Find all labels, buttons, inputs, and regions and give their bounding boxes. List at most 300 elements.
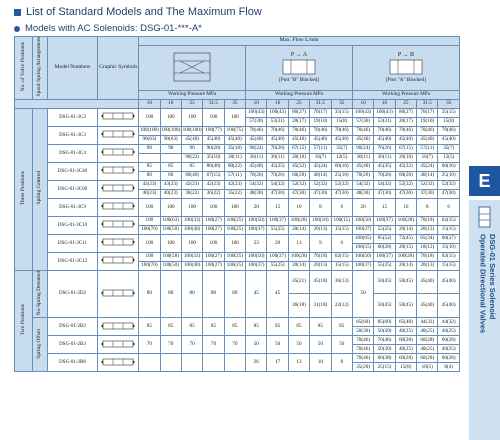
flow-cell: 47(30) <box>395 189 416 198</box>
header-spool-spring: Spool-Spring Arrangement <box>36 37 43 97</box>
flow-cell: 67(15) <box>288 144 309 153</box>
flow-cell: 70(17) <box>417 108 438 117</box>
header-max-flow: Max. Flow L/min <box>139 37 460 46</box>
flow-cell: 100 <box>139 108 160 126</box>
table-row <box>15 252 460 261</box>
flow-cell: 54(32) <box>352 180 373 189</box>
flow-cell: 85 <box>203 318 224 336</box>
flow-cell: 10 <box>288 198 309 216</box>
flow-cell: 80(27) <box>395 108 416 117</box>
flow-cell: 6 <box>331 234 352 252</box>
flow-cell: 70(46) <box>246 126 267 135</box>
flow-cell: 45(24) <box>417 162 438 171</box>
flow-cell: 90 <box>139 144 160 153</box>
flow-cell: 100 <box>203 108 224 126</box>
graphic-symbol <box>98 126 139 144</box>
flow-cell: 20(14) <box>288 225 309 234</box>
table-row <box>15 216 460 225</box>
flow-cell: 100(43) <box>352 108 373 117</box>
flow-cell: 80 <box>224 270 245 318</box>
flow-cell: 80(40) <box>181 171 202 180</box>
model-number: DSG-01-3C4 <box>47 144 98 162</box>
flow-cell: 80 <box>181 270 202 318</box>
graphic-symbol-icon <box>101 111 135 121</box>
flow-cell: 60(16) <box>331 162 352 171</box>
flow-cell: 40(23) <box>139 189 160 198</box>
model-number: DSG-01-2B3 <box>47 336 98 354</box>
table-row <box>15 144 460 153</box>
flow-cell: 20(10) <box>288 153 309 162</box>
flow-cell: 60(28) <box>438 336 460 345</box>
flow-cell: 100 <box>139 252 160 261</box>
flow-cell: 70(46) <box>374 126 395 135</box>
flow-cell: 70(17) <box>310 108 331 117</box>
flow-cell: 100(58) <box>160 252 181 261</box>
flow-cell: 15(15) <box>438 261 460 270</box>
flow-cell <box>139 153 160 162</box>
flow-cell: 54(32) <box>374 180 395 189</box>
flow-cell <box>181 354 202 372</box>
cross-flow-diagram <box>142 49 242 85</box>
flow-cell: 20 <box>267 234 288 252</box>
flow-cell: 80 <box>203 270 224 318</box>
flow-cell: 90(63) <box>139 135 160 144</box>
flow-cell: 45 <box>246 270 267 318</box>
flow-cell: 52(32) <box>417 180 438 189</box>
flow-cell: 100(28) <box>288 252 309 261</box>
flow-cell: 70(26) <box>267 171 288 180</box>
p-to-b-label: P → B <box>397 52 415 59</box>
flow-cell: 90(24) <box>352 144 373 153</box>
flow-cell: 55(25) <box>374 261 395 270</box>
title-square-icon <box>14 9 21 16</box>
flow-cell: 62(15) <box>438 216 460 225</box>
flow-cell: 54(32) <box>267 180 288 189</box>
flow-cell: 85 <box>224 318 245 336</box>
series-caption <box>478 234 497 333</box>
flow-cell: 45(40) <box>438 294 460 318</box>
pressure-0-4: 35 <box>224 99 245 108</box>
p-to-b-symbol <box>386 58 426 76</box>
graphic-symbol <box>98 336 139 354</box>
flow-cell: 70(46) <box>417 126 438 135</box>
table-row <box>15 198 460 207</box>
graphic-symbol-icon <box>101 129 135 139</box>
flow-cell: 40(14) <box>310 171 331 180</box>
flow-cell: 44(32) <box>438 318 460 327</box>
flow-cell: 12(5) <box>331 153 352 162</box>
graphic-symbol <box>98 354 139 372</box>
flow-cell: 90 <box>160 144 181 153</box>
flow-cell: 57(11) <box>310 144 331 153</box>
flow-cell: 43(23) <box>160 180 181 189</box>
flow-cell: 100(65) <box>352 234 373 243</box>
flow-cell: 70(18) <box>310 252 331 261</box>
flow-cell: 36(13) <box>331 270 352 294</box>
flow-cell: 22(12) <box>331 294 352 318</box>
flow-cell: 15(15) <box>331 225 352 234</box>
pressure-1-0: 10 <box>246 99 267 108</box>
flow-cell: 20(17) <box>395 117 416 126</box>
flow-cell: 50(30) <box>374 327 395 336</box>
flow-cell: 16(7) <box>417 153 438 162</box>
flow-cell: 70(18) <box>417 216 438 225</box>
graphic-symbol-icon <box>101 183 135 193</box>
model-number: DSG-01-3C10 <box>47 216 98 234</box>
flow-cell: 30(11) <box>224 153 245 162</box>
flow-cell: 15 <box>374 198 395 216</box>
flow-cell: 45(40) <box>417 135 438 144</box>
flow-cell: 57(11) <box>224 171 245 180</box>
flow-cell: 15(8) <box>395 363 416 372</box>
flow-cell: 47(30) <box>331 189 352 198</box>
flow-cell: 57(30) <box>352 117 373 126</box>
flow-cell: 70(46) <box>352 126 373 135</box>
flow-cell: 100 <box>224 108 245 126</box>
flow-cell: 85 <box>139 162 160 171</box>
group-spring-offset <box>33 318 47 372</box>
flow-cell: 6 <box>438 198 460 216</box>
model-number: DSG-01-3C60 <box>47 180 98 198</box>
flow-cell: 47(30) <box>417 189 438 198</box>
graphic-symbol <box>98 108 139 126</box>
flow-cell: 45(40) <box>417 294 438 318</box>
flow-cell: 60(27) <box>438 234 460 243</box>
flow-cell: 70(46) <box>310 126 331 135</box>
pressure-1-4: 35 <box>331 99 352 108</box>
flow-cell: 13 <box>288 234 309 252</box>
flow-cell: 43(23) <box>139 180 160 189</box>
flow-cell: 100(70) <box>139 261 160 270</box>
flow-cell: 90 <box>181 144 202 153</box>
flow-cell: 100(43) <box>267 108 288 117</box>
flow-cell <box>224 354 245 372</box>
flow-cell: 100(40) <box>181 261 202 270</box>
flow-cell: 47(30) <box>288 189 309 198</box>
flow-cell: 100(70) <box>139 225 160 234</box>
flow-cell: 100(28) <box>288 216 309 225</box>
graphic-symbol <box>98 144 139 162</box>
flow-cell: 52(32) <box>438 180 460 189</box>
flow-cell: 36(18) <box>288 294 309 318</box>
flow-cell: 35(20) <box>352 363 373 372</box>
flow-cell: 45(35) <box>374 162 395 171</box>
graphic-symbol-icon <box>101 237 135 247</box>
flow-cell: 70 <box>160 336 181 354</box>
list-subtitle-text: Models with AC Solenoids: DSG-01-***-A* <box>25 23 202 34</box>
graphic-symbol <box>98 270 139 318</box>
flow-cell: 57(30) <box>246 117 267 126</box>
flow-cell: 100 <box>181 234 202 252</box>
flow-cell: 50 <box>310 336 331 354</box>
flow-cell: 70 <box>139 336 160 354</box>
flow-cell: 60(38) <box>374 354 395 363</box>
flow-cell: 45(40) <box>374 135 395 144</box>
flow-cell: 100(33) <box>181 252 202 261</box>
two-positions-label: Two Positions <box>19 304 26 336</box>
flow-cell: 100(37) <box>267 252 288 261</box>
flow-cell: 50(30) <box>352 327 373 336</box>
graphic-symbol <box>98 162 139 180</box>
flow-cell: 85 <box>267 318 288 336</box>
flow-cell: 85 <box>139 318 160 336</box>
flow-cell: 60(20) <box>288 171 309 180</box>
pressure-1-1: 16 <box>267 99 288 108</box>
model-number: DSG-01-2D2 <box>47 270 98 318</box>
flow-cell: 76(26) <box>267 144 288 153</box>
pressure-0-2: 25 <box>181 99 202 108</box>
flow-cell: 45(35) <box>267 162 288 171</box>
header-valve-positions: No. of Valve Positions <box>19 42 26 92</box>
flow-cell: 100(100) <box>181 126 202 135</box>
working-pressure-1: Working Pressure MPa <box>139 90 246 99</box>
flow-cell: 20 <box>246 198 267 216</box>
flow-cell: 54(32) <box>246 180 267 189</box>
flow-cell: 67(15) <box>203 171 224 180</box>
flow-cell: 100(27) <box>203 252 224 261</box>
flow-cell: 45(40) <box>203 135 224 144</box>
flow-cell: 100 <box>160 198 181 216</box>
flow-cell <box>203 354 224 372</box>
flow-cell: 100(25) <box>224 252 245 261</box>
flow-cell: 57(11) <box>417 144 438 153</box>
pressure-1-3: 31.5 <box>310 99 331 108</box>
flow-cell: 100(25) <box>224 261 245 270</box>
flow-cell: 50(45) <box>374 270 395 294</box>
flow-cell: 45(40) <box>181 135 202 144</box>
flow-cell: 45(40) <box>331 135 352 144</box>
flow-cell: 9 <box>310 234 331 252</box>
flow-cell: 100 <box>224 198 245 216</box>
flow-cell: 15(8) <box>438 117 460 126</box>
header-cross-flow <box>139 46 246 90</box>
flow-cell: 20(13) <box>417 225 438 234</box>
table-row <box>15 270 460 294</box>
flow-cell: 40(25) <box>417 345 438 354</box>
graphic-symbol <box>98 234 139 252</box>
graphic-symbol <box>98 198 139 216</box>
flow-cell: 45(32) <box>288 162 309 171</box>
header-graphic-symbols: Graphic Symbols <box>98 37 139 100</box>
flow-cell: 52(32) <box>288 180 309 189</box>
table-row <box>15 234 460 243</box>
flow-cell: 47(30) <box>438 189 460 198</box>
pressure-2-4: 35 <box>438 99 460 108</box>
flow-cell: 80 <box>139 171 160 180</box>
flow-cell: 52(32) <box>395 180 416 189</box>
flow-cell <box>160 354 181 372</box>
flow-cell: 45(40) <box>246 135 267 144</box>
flow-cell: 100(50) <box>352 252 373 261</box>
model-number: DSG-01-3C3 <box>47 126 98 144</box>
flow-cell: 20(14) <box>395 225 416 234</box>
model-number: DSG-01-3C11 <box>47 234 98 252</box>
flow-cell: 100(50) <box>160 261 181 270</box>
flow-cell: 40(25) <box>395 345 416 354</box>
flow-cell: 44(32) <box>417 318 438 327</box>
flow-cell: 45 <box>267 270 288 318</box>
flow-cell: 48(30) <box>246 189 267 198</box>
flow-cell: 45(21) <box>288 270 309 294</box>
flow-cell: 100(43) <box>374 108 395 117</box>
flow-cell: 42(23) <box>203 180 224 189</box>
flow-cell: 70(46) <box>331 126 352 135</box>
three-positions-label: Three Positions <box>19 170 26 206</box>
working-pressure-2: Working Pressure MPa <box>246 90 353 99</box>
flow-cell: 70 <box>181 336 202 354</box>
flow-cell: 100(25) <box>224 225 245 234</box>
flow-cell: 45(40) <box>224 135 245 144</box>
flow-cell: 40(23) <box>160 189 181 198</box>
flow-cell: 35(15) <box>331 108 352 117</box>
flow-cell: 70(46) <box>288 126 309 135</box>
flow-cell: 8 <box>417 198 438 216</box>
flow-cell: 20(10) <box>395 153 416 162</box>
flow-cell: 60(28) <box>395 354 416 363</box>
flow-cell: 25(15) <box>374 363 395 372</box>
graphic-symbol <box>98 252 139 270</box>
port-a-blocked-label: [Port "A" Blocked] <box>385 77 426 84</box>
flow-cell: 16(7) <box>310 153 331 162</box>
group-no-spring <box>33 270 47 318</box>
list-title <box>14 6 262 18</box>
pressure-2-1: 16 <box>374 99 395 108</box>
table-row <box>15 336 460 345</box>
flow-cell: 60(28) <box>417 354 438 363</box>
model-number: DSG-01-3C9 <box>47 198 98 216</box>
flow-cell: 100(27) <box>203 261 224 270</box>
flow-cell: 45(40) <box>246 162 267 171</box>
pressure-2-0: 10 <box>352 99 373 108</box>
flow-cell: 50 <box>331 336 352 354</box>
flow-cell: 100 <box>181 108 202 126</box>
flow-cell: 80(27) <box>288 108 309 117</box>
flow-cell: 80 <box>160 270 181 318</box>
flow-cell: 100(15) <box>331 216 352 225</box>
model-number: DSG-01-3C12 <box>47 252 98 270</box>
flow-cell: 62(15) <box>331 252 352 261</box>
flow-cell: 85 <box>288 318 309 336</box>
list-title-text: List of Standard Models and The Maximum Flow <box>26 6 262 18</box>
flow-cell: 55(25) <box>267 225 288 234</box>
flow-cell: 45(18) <box>310 270 331 294</box>
flow-cell: 20(13) <box>310 261 331 270</box>
list-subtitle <box>14 23 202 34</box>
flow-cell: 85(60) <box>352 318 373 327</box>
flow-cell: 20(13) <box>417 261 438 270</box>
table-row <box>15 354 460 363</box>
graphic-symbol <box>98 216 139 234</box>
flow-cell: 47(30) <box>267 189 288 198</box>
flow-cell: 20(14) <box>288 261 309 270</box>
flow-cell <box>160 153 181 162</box>
flow-cell: 100 <box>139 234 160 252</box>
flow-cell: 50(45) <box>395 270 416 294</box>
flow-cell: 53(31) <box>374 117 395 126</box>
flow-cell: 100(37) <box>267 216 288 225</box>
flow-cell: 45(40) <box>352 135 373 144</box>
flow-cell: 20(15) <box>395 243 416 252</box>
flow-cell: 85(60) <box>374 318 395 327</box>
flow-cell: 80(40) <box>203 162 224 171</box>
flow-cell: 100(43) <box>246 108 267 117</box>
flow-cell: 60(28) <box>417 336 438 345</box>
flow-cell: 35(15) <box>438 108 460 117</box>
graphic-symbol-icon <box>101 288 135 298</box>
graphic-symbol-icon <box>101 339 135 349</box>
flow-cell: 8(4) <box>438 363 460 372</box>
subtitle-bullet-icon <box>14 26 20 32</box>
flow-cell: 100(40) <box>181 225 202 234</box>
model-number: DSG-01-3C2 <box>47 108 98 126</box>
flow-cell: 70(18) <box>417 252 438 261</box>
flow-cell: 100(37) <box>246 261 267 270</box>
flow-cell: 8 <box>331 354 352 372</box>
flow-cell: 100(18) <box>310 216 331 225</box>
spring-centred-label: Spring Centred <box>36 171 43 205</box>
flow-cell: 70(26) <box>246 171 267 180</box>
flow-cell: 35(7) <box>438 144 460 153</box>
flow-cell: 50 <box>288 336 309 354</box>
flow-cell: 45(40) <box>288 135 309 144</box>
flow-cell: 47(30) <box>310 189 331 198</box>
flow-cell: 90(24) <box>246 144 267 153</box>
flow-cell: 45(24) <box>310 162 331 171</box>
flow-cell: 100(25) <box>224 216 245 225</box>
flow-cell: 65(48) <box>395 318 416 327</box>
flow-cell: 15(8) <box>331 117 352 126</box>
header-model-numbers: Model Numbers <box>47 37 98 100</box>
port-b-blocked-label: [Port "B" Blocked] <box>279 77 319 84</box>
flow-cell: 12(5) <box>438 153 460 162</box>
group-three-positions <box>15 108 33 270</box>
flow-cell: 100 <box>160 108 181 126</box>
spring-offset-label: Spring Offset <box>36 328 43 359</box>
flow-cell: 45(40) <box>438 135 460 144</box>
flow-cell: 55(25) <box>374 225 395 234</box>
flow-cell: 23 <box>246 234 267 252</box>
flow-cell: 70(46) <box>438 126 460 135</box>
flow-cell: 45(40) <box>395 135 416 144</box>
flow-cell: 70(46) <box>352 345 373 354</box>
flow-cell: 50(30) <box>374 345 395 354</box>
flow-cell: 31(18) <box>310 294 331 318</box>
flow-cell: 70(26) <box>352 171 373 180</box>
flow-cell: 100 <box>203 234 224 252</box>
series-line-2: Operated Directional Valves <box>478 234 488 334</box>
flow-cell: 100(28) <box>395 252 416 261</box>
valve-icon <box>478 206 491 228</box>
flow-cell: 15(15) <box>331 261 352 270</box>
table-row <box>15 162 460 171</box>
flow-cell: 45(40) <box>417 270 438 294</box>
flow-cell: 90(22) <box>181 153 202 162</box>
flow-cell: 70(26) <box>374 171 395 180</box>
flow-cell: 20 <box>352 198 373 216</box>
flow-cell: 45(40) <box>310 135 331 144</box>
p-to-a-label: P → A <box>290 52 308 59</box>
flow-cell: 80(22) <box>224 162 245 171</box>
flow-cell: 17 <box>267 354 288 372</box>
working-pressure-3: Working Pressure MPa <box>352 90 459 99</box>
flow-cell: 30(11) <box>267 153 288 162</box>
flow-cell: 100 <box>181 198 202 216</box>
flow-cell: 30(11) <box>374 153 395 162</box>
flow-cell: 45(40) <box>267 135 288 144</box>
header-p-to-b <box>352 46 459 90</box>
flow-cell: 10(5) <box>417 363 438 372</box>
no-spring-label: No-Spring Detented <box>36 270 43 316</box>
